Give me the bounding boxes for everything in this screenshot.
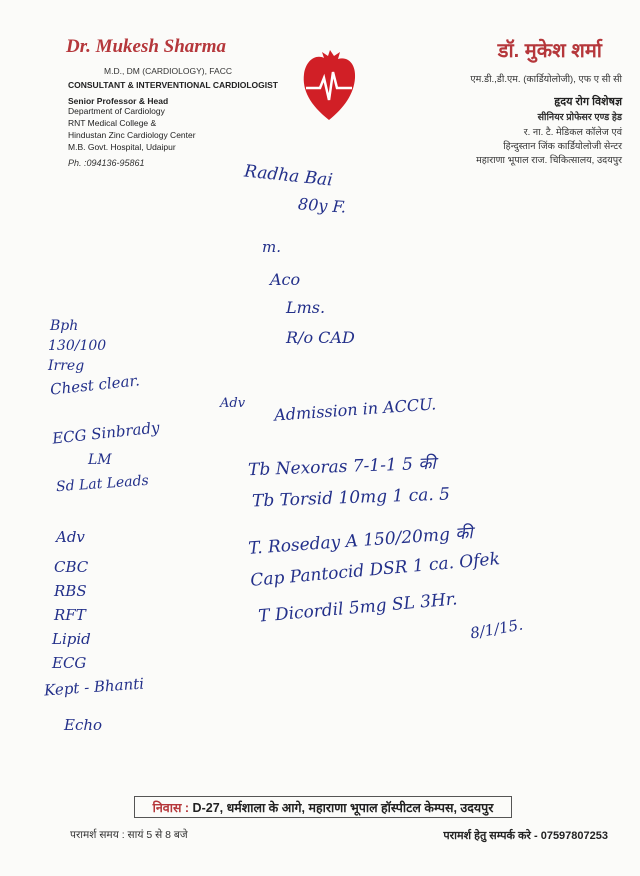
patient-name: Radha Bai <box>243 161 334 191</box>
doctor-degrees-hi: एम.डी.,डी.एम. (कार्डियोलोजी), एफ ए सी सी <box>470 74 622 85</box>
heart-ecg-logo-icon <box>300 50 358 122</box>
medication-line: Tb Torsid 10mg 1 ca. 5 <box>251 484 451 512</box>
history-line: Lms. <box>286 298 326 317</box>
doctor-degrees-en: M.D., DM (CARDIOLOGY), FACC <box>104 66 232 76</box>
advice-label: Adv <box>220 396 246 411</box>
vitals-line: Bph <box>50 318 79 334</box>
medication-line: Tb Nexoras 7-1-1 5 की <box>247 453 437 481</box>
affiliation-line: RNT Medical College & <box>68 118 157 128</box>
advice-text: Admission in ACCU. <box>273 394 437 425</box>
specialty-hi: हृदय रोग विशेषज्ञ <box>554 96 622 108</box>
test-line: Adv <box>56 528 85 546</box>
test-line: Lipid <box>52 630 91 648</box>
address-text: D-27, धर्मशाला के आगे, महाराणा भूपाल हॉस्पीटल केम्पस, उदयपुर <box>192 800 494 815</box>
patient-age-sex: 80y F. <box>297 194 347 217</box>
ecg-line: Sd Lat Leads <box>55 472 150 496</box>
residence-address <box>134 796 512 818</box>
affiliation-line-hi: महाराणा भूपाल राज. चिकित्सालय, उदयपुर <box>476 155 622 166</box>
doctor-title-en: CONSULTANT & INTERVENTIONAL CARDIOLOGIST <box>68 80 278 90</box>
history-line: Aco <box>270 270 301 289</box>
ecg-line: LM <box>88 452 112 468</box>
history-line: m. <box>262 238 281 256</box>
test-line: ECG <box>52 654 87 672</box>
doctor-name-hi: डॉ. मुकेश शर्मा <box>497 40 602 62</box>
consultation-timing: परामर्श समय : सायं 5 से 8 बजे <box>70 829 188 841</box>
test-line: Echo <box>64 716 103 734</box>
vitals-line: Irreg <box>48 358 85 374</box>
test-line: Kept - Bhanti <box>43 674 145 700</box>
medication-line: T Dicordil 5mg SL 3Hr. <box>257 589 459 627</box>
signature-date: 8/1/15. <box>468 615 525 643</box>
contact-number: परामर्श हेतु सम्पर्क करे - 07597807253 <box>443 830 608 842</box>
affiliation-line: Department of Cardiology <box>68 106 165 116</box>
affiliation-line: M.B. Govt. Hospital, Udaipur <box>68 142 176 152</box>
doctor-position-hi: सीनियर प्रोफेसर एण्ड हेड <box>537 112 622 123</box>
address-label: निवास : <box>152 800 190 815</box>
doctor-phone: Ph. :094136-95861 <box>68 158 145 168</box>
vitals-line: 130/100 <box>48 338 107 354</box>
test-line: RBS <box>54 582 87 600</box>
ecg-line: ECG Sinbrady <box>51 418 161 448</box>
medication-line: T. Roseday A 150/20mg की <box>247 523 474 559</box>
affiliation-line-hi: र. ना. टै. मेडिकल कॉलेज एवं <box>523 127 622 138</box>
history-line: R/o CAD <box>286 328 355 347</box>
medication-line: Cap Pantocid DSR 1 ca. Ofek <box>249 549 501 591</box>
test-line: RFT <box>54 606 86 624</box>
test-line: CBC <box>54 558 89 576</box>
affiliation-line-hi: हिन्दुस्तान जिंक कार्डियोलोजी सेन्टर <box>503 141 622 152</box>
doctor-position-en: Senior Professor & Head <box>68 96 169 106</box>
vitals-line: Chest clear. <box>49 371 141 399</box>
doctor-name-en: Dr. Mukesh Sharma <box>66 36 226 57</box>
affiliation-line: Hindustan Zinc Cardiology Center <box>68 130 196 140</box>
